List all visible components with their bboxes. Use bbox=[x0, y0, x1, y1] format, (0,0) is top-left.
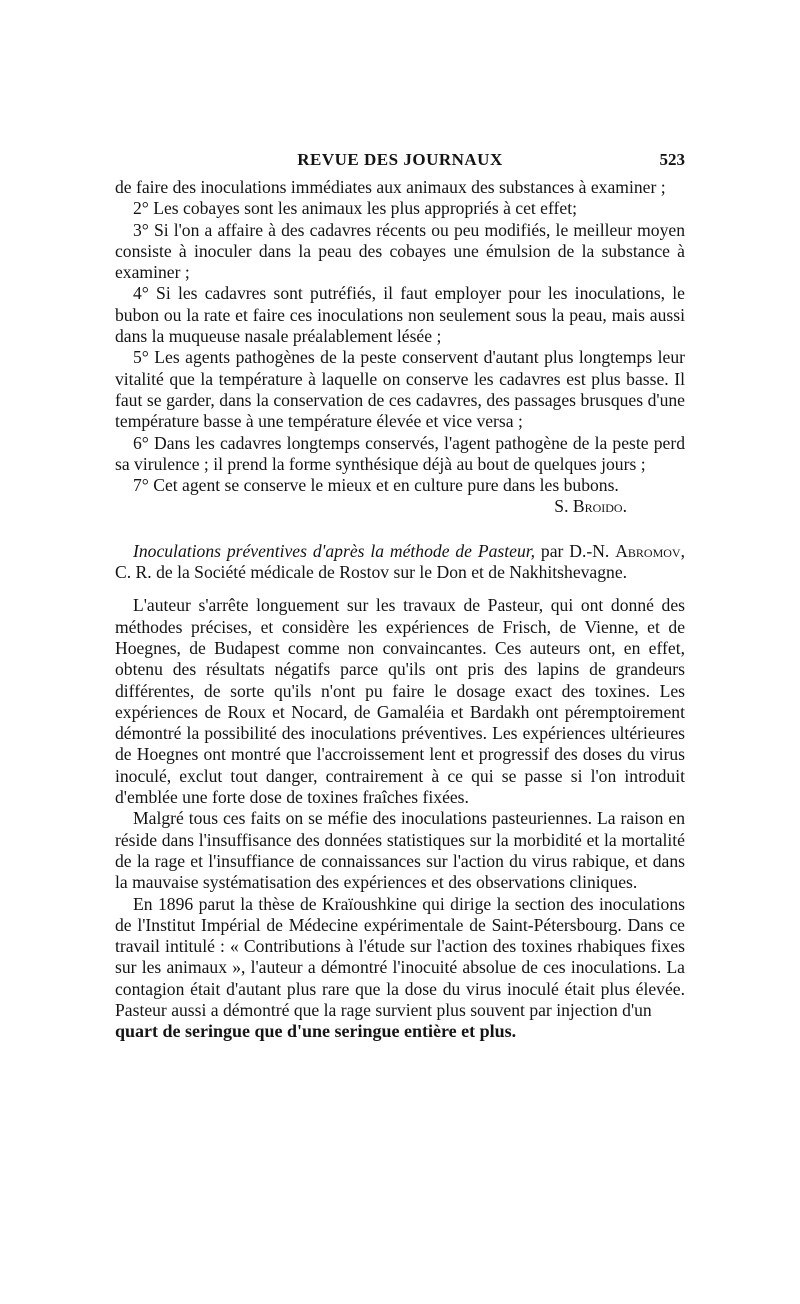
section-gap bbox=[115, 518, 685, 541]
review-by: par D.-N. bbox=[535, 540, 616, 561]
paragraph-last-line: quart de seringue que d'une seringue entière et plus. bbox=[115, 1021, 517, 1042]
paragraph: 4° Si les cadavres sont putréfiés, il faut employer pour les inoculations, le bubon ou la rate et faire ces inoculations non seulement sous la peau, mais aussi dans la muqueuse nasale préalablement lésée ; bbox=[115, 283, 685, 347]
review-title: Inoculations préventives d'après la méthode de Pasteur, bbox=[133, 540, 536, 561]
paragraph: 6° Dans les cadavres longtemps conservés, l'agent pathogène de la peste perd sa virulence ; il prend la forme synthésique déjà au bout de quelques jours ; bbox=[115, 432, 685, 474]
paragraph: L'auteur s'arrête longuement sur les travaux de Pasteur, qui ont donné des méthodes précises, et considère les expériences de Frisch, de Vienne, et de Hoegnes, de Budapest comme non convaincantes. Ces auteurs ont, en effet, obtenu des résultats négatifs parce qu'ils ont pris des lapins de grandeurs différentes, de sorte qu'ils n'ont pu faire le dosage exact des toxines. Les expériences de Roux et Nocard, de Gamaléia et Bardakh ont péremptoirement démontré la possibilité des inoculations préventives. Les expériences ultérieures de Hoegnes ont montré que l'accroissement lent et progressif des doses du virus inoculé, exclut tout danger, contrairement à ce qui se passe si l'on introduit d'emblée une forte dose de toxines fraîches fixées. bbox=[115, 595, 685, 808]
author-signature bbox=[115, 496, 685, 517]
page-number: 523 bbox=[659, 150, 685, 169]
paragraph: 7° Cet agent se conserve le mieux et en culture pure dans les bubons. bbox=[133, 475, 619, 496]
paragraph: Malgré tous ces faits on se méfie des inoculations pasteuriennes. La raison en réside dans l'insuffisance des données statistiques sur la morbidité et la mortalité de la rage et l'insuffiance de connaissances sur l'action du virus rabique, et dans la mauvaise systématisation des expériences et des observations cliniques. bbox=[115, 808, 685, 893]
review-source: , C. R. de la Société médicale de Rostov sur le Don et de Nakhitshevagne. bbox=[115, 540, 685, 583]
review-author: Abromov bbox=[615, 540, 681, 561]
paragraph: 5° Les agents pathogènes de la peste conservent d'autant plus longtemps leur vitalité que la température à laquelle on conserve les cadavres est plus basse. Il faut se garder, dans la conservation de ces cadavres, des passages brusques d'une température basse à une température élevée et vice versa ; bbox=[115, 347, 685, 432]
page-header bbox=[115, 150, 685, 176]
review-heading bbox=[115, 541, 685, 584]
paragraph: En 1896 parut la thèse de Kraïoushkine qui dirige la section des inoculations de l'Institut Impérial de Médecine expérimentale de Saint-Pétersbourg. Dans ce travail intitulé : « Contributions à l'étude sur l'action des toxines rhabiques fixes sur les animaux », l'auteur a démontré l'inocuité absolue de ces inoculations. La contagion était d'autant plus rare que la dose du virus inoculé était plus élevée. Pasteur aussi a démontré que la rage survient plus souvent par injection d'un bbox=[115, 893, 685, 1020]
body-text bbox=[115, 177, 685, 1043]
paragraph: 2° Les cobayes sont les animaux les plus appropriés à cet effet; bbox=[133, 198, 577, 219]
running-title: REVUE DES JOURNAUX bbox=[297, 150, 503, 169]
heading-gap bbox=[115, 583, 685, 595]
signature-text: S. Broido. bbox=[554, 496, 627, 517]
paragraph: de faire des inoculations immédiates aux animaux des substances à examiner ; bbox=[115, 177, 666, 197]
paragraph: 3° Si l'on a affaire à des cadavres récents ou peu modifiés, le meilleur moyen consiste à inoculer dans la peau des cobayes une émulsion de la substance à examiner ; bbox=[115, 219, 685, 283]
